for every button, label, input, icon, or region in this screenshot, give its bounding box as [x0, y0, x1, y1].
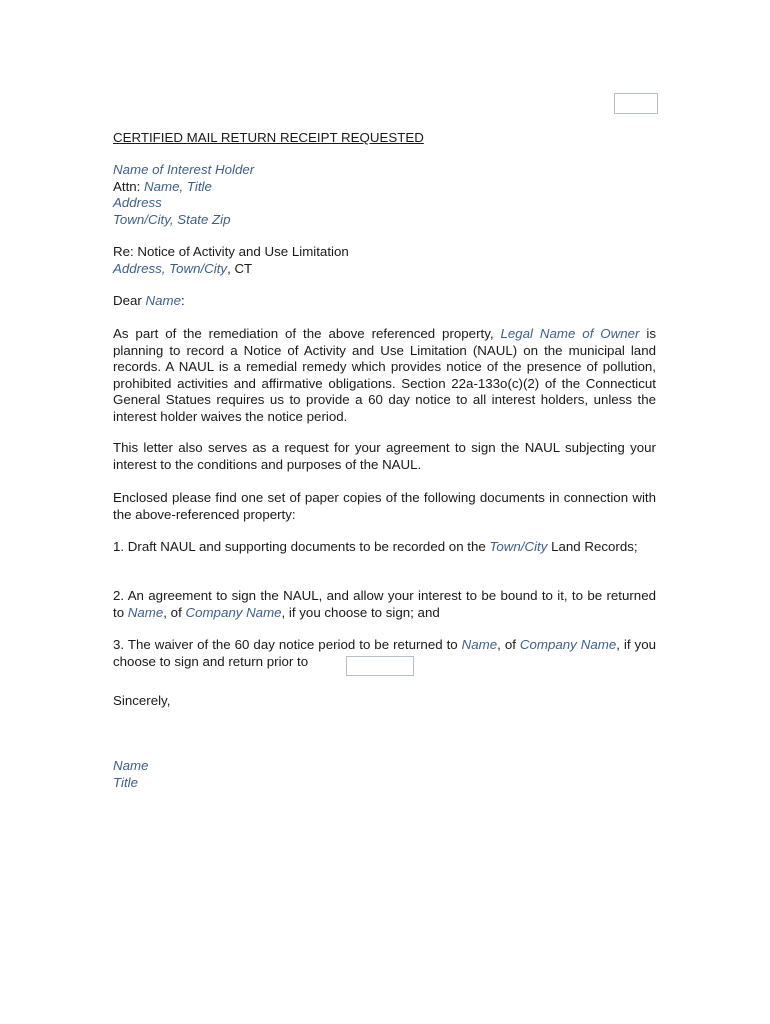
re-address-line: Address, Town/City, CT	[113, 260, 253, 276]
closing: Sincerely,	[113, 693, 171, 708]
item3-company: Company Name	[519, 637, 617, 652]
recipient-name: Name of Interest Holder	[113, 162, 255, 177]
recipient-attn-value: Name, Title	[144, 178, 212, 194]
recipient-town: Town/City, State Zip	[113, 211, 231, 227]
paragraph-3: Enclosed please find one set of paper copies of the following documents in connection with the above-referenced property:	[113, 490, 656, 522]
paragraph-1: As part of the remediation of the above referenced property, Legal Name of Owner is planning to record a Notice of Activity and Use Limitation (NAUL) on the municipal land records. A NAUL is a remedial remedy which provides notice of the presence of pollution, prohibited activities and affirmative obligations. Section 22a-133o(c)(2) of the Connecticut General Statues requires us to provide a 60 day notice to all interest holders, unless the interest holder waives the notice period.	[113, 326, 656, 424]
salutation: Dear Name:	[113, 293, 185, 308]
list-item-1: 1. Draft NAUL and supporting documents to be recorded on the Town/City Land Records;	[113, 539, 638, 554]
item1-town: Town/City	[489, 539, 548, 554]
re-subject: Re: Notice of Activity and Use Limitation	[113, 244, 349, 259]
list-item-2: 2. An agreement to sign the NAUL, and allow your interest to be bound to it, to be returned to Name, of Company Name, if you choose to sign; and	[113, 588, 656, 620]
item3-name: Name	[461, 637, 498, 652]
return-date-input-field[interactable]	[346, 656, 414, 676]
item2-company: Company Name	[185, 604, 282, 620]
recipient-address: Address	[113, 195, 162, 210]
item2-name: Name	[127, 604, 164, 620]
signature-title: Title	[113, 774, 139, 790]
certified-mail-heading: CERTIFIED MAIL RETURN RECEIPT REQUESTED	[113, 130, 424, 145]
recipient-block	[113, 162, 656, 228]
paragraph-2: This letter also serves as a request for your agreement to sign the NAUL subjecting your interest to the conditions and purposes of the NAUL.	[113, 440, 656, 472]
salutation-name: Name	[145, 293, 181, 308]
owner-name: Legal Name of Owner	[500, 326, 640, 341]
list-item-3: 3. The waiver of the 60 day notice period to be returned to Name, of Company Name, if you choose to sign and return prior to	[113, 637, 656, 669]
date-input-field[interactable]	[614, 93, 658, 114]
signature-name: Name	[113, 758, 149, 773]
signature-block	[113, 758, 656, 791]
recipient-attn: Attn: Name, Title	[113, 178, 212, 194]
re-block	[113, 244, 656, 277]
re-address: Address, Town/City	[113, 260, 228, 276]
